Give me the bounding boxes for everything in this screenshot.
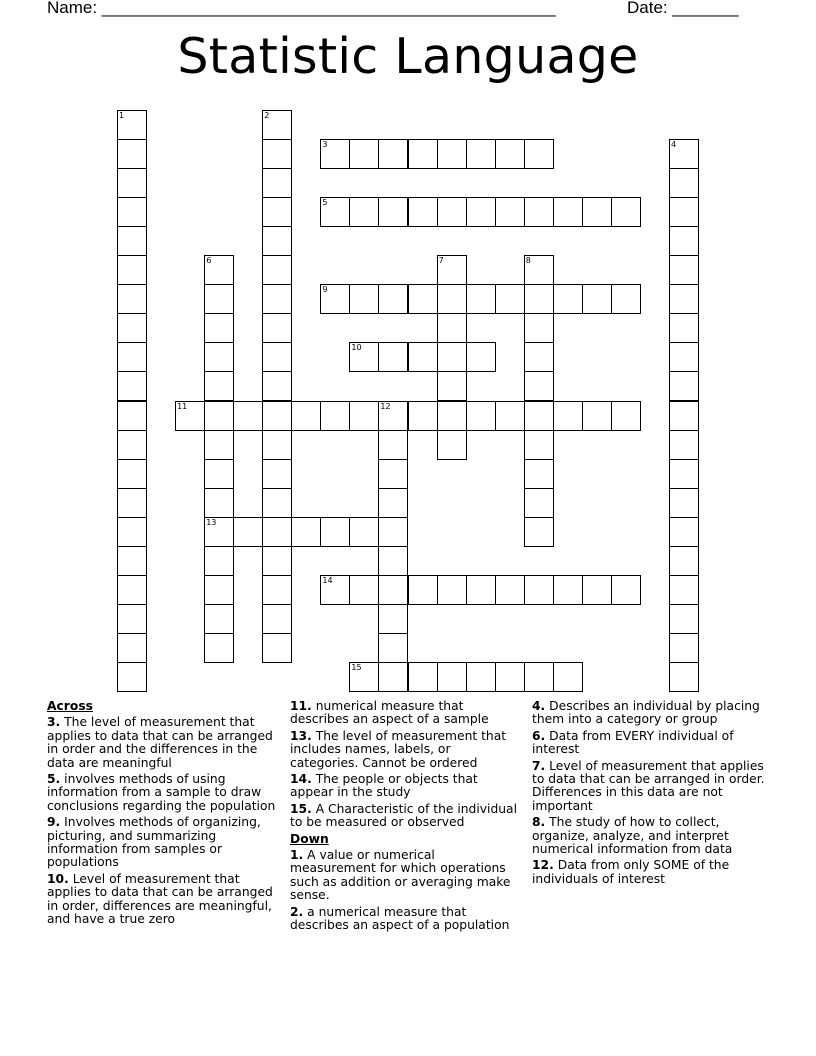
date-field-label: Date: _______ (627, 0, 739, 17)
crossword-cell[interactable] (117, 575, 147, 605)
crossword-cell[interactable] (669, 401, 699, 431)
crossword-cell[interactable] (378, 139, 408, 169)
crossword-cell[interactable] (204, 575, 234, 605)
across-heading: Across (47, 699, 93, 713)
crossword-cell[interactable] (175, 401, 205, 431)
crossword-cell[interactable] (320, 517, 350, 547)
crossword-cell[interactable] (669, 197, 699, 227)
crossword-cell[interactable] (262, 517, 292, 547)
clue-across-10: 10. Level of measurement that applies to data that can be arranged in order, differences are meaningful, and have a true zero (47, 871, 273, 927)
crossword-cell[interactable] (262, 459, 292, 489)
crossword-cell[interactable] (378, 401, 408, 431)
down-heading: Down (290, 831, 329, 846)
cell-number: 11 (177, 401, 188, 411)
crossword-cell[interactable] (524, 662, 554, 692)
crossword-cell[interactable] (553, 284, 583, 314)
clue-across-5: 5. involves methods of using information from a sample to draw conclusions regarding the population (47, 772, 276, 813)
crossword-cell[interactable] (320, 284, 350, 314)
cell-number: 9 (322, 285, 328, 295)
crossword-cell[interactable] (378, 604, 408, 634)
crossword-cell[interactable] (117, 226, 147, 256)
crossword-cell[interactable] (117, 459, 147, 489)
crossword-cell[interactable] (204, 517, 234, 547)
clues-column-2 (290, 700, 522, 936)
crossword-cell[interactable] (320, 197, 350, 227)
cell-number: 10 (351, 343, 362, 353)
crossword-cell[interactable] (117, 517, 147, 547)
crossword-cell[interactable] (117, 546, 147, 576)
crossword-cell[interactable] (582, 284, 612, 314)
crossword-cell[interactable] (669, 517, 699, 547)
crossword-cell[interactable] (669, 459, 699, 489)
clue-across-3: 3. The level of measurement that applies to data that can be arranged in order and the differences in the data are meaningful (47, 715, 273, 770)
cell-number: 12 (380, 401, 391, 411)
crossword-cell[interactable] (437, 284, 467, 314)
crossword-cell[interactable] (524, 401, 554, 431)
crossword-cell[interactable] (117, 313, 147, 343)
crossword-cell[interactable] (466, 401, 496, 431)
crossword-cell[interactable] (349, 575, 379, 605)
crossword-cell[interactable] (437, 430, 467, 460)
crossword-cell[interactable] (204, 488, 234, 518)
crossword-cell[interactable] (669, 139, 699, 169)
crossword-cell[interactable] (437, 371, 467, 401)
crossword-cell[interactable] (262, 342, 292, 372)
crossword-cell[interactable] (437, 575, 467, 605)
crossword-cell[interactable] (349, 517, 379, 547)
crossword-cell[interactable] (669, 546, 699, 576)
cell-number: 1 (119, 111, 125, 120)
clue-across-13: 13. The level of measurement that includes names, labels, or categories. Cannot be ordered (290, 728, 507, 770)
crossword-cell[interactable] (669, 168, 699, 198)
crossword-cell[interactable] (262, 197, 292, 227)
crossword-cell[interactable] (437, 342, 467, 372)
crossword-cell[interactable] (553, 662, 583, 692)
crossword-cell[interactable] (437, 139, 467, 169)
crossword-cell[interactable] (320, 139, 350, 169)
crossword-cell[interactable] (320, 401, 350, 431)
crossword-cell[interactable] (495, 662, 525, 692)
crossword-cell[interactable] (466, 342, 496, 372)
crossword-cell[interactable] (437, 313, 467, 343)
clue-down-2: 2. a numerical measure that describes an aspect of a population (290, 904, 510, 933)
crossword-cell[interactable] (378, 517, 408, 547)
crossword-cell[interactable] (669, 604, 699, 634)
crossword-cell[interactable] (524, 488, 554, 518)
crossword-cell[interactable] (495, 575, 525, 605)
crossword-cell[interactable] (378, 633, 408, 663)
crossword-cell[interactable] (524, 255, 554, 285)
crossword-cell[interactable] (466, 284, 496, 314)
crossword-cell[interactable] (262, 284, 292, 314)
crossword-cell[interactable] (378, 546, 408, 576)
crossword-cell[interactable] (204, 313, 234, 343)
cell-number: 7 (438, 256, 444, 266)
crossword-cell[interactable] (262, 139, 292, 169)
crossword-cell[interactable] (204, 371, 234, 401)
crossword-cell[interactable] (378, 459, 408, 489)
crossword-cell[interactable] (611, 575, 641, 605)
crossword-cell[interactable] (553, 575, 583, 605)
clue-down-7: 7. Level of measurement that applies to data that can be arranged in order. Differences in this data are not important (532, 758, 765, 813)
crossword-cell[interactable] (669, 342, 699, 372)
crossword-cell[interactable] (466, 197, 496, 227)
crossword-cell[interactable] (669, 662, 699, 692)
crossword-cell[interactable] (495, 139, 525, 169)
crossword-cell[interactable] (378, 284, 408, 314)
crossword-cell[interactable] (437, 662, 467, 692)
crossword-cell[interactable] (320, 575, 350, 605)
clue-across-14: 14. The people or objects that appear in the study (290, 772, 478, 800)
crossword-cell[interactable] (117, 197, 147, 227)
crossword-cell[interactable] (611, 197, 641, 227)
crossword-cell[interactable] (117, 662, 147, 692)
crossword-cell[interactable] (117, 488, 147, 518)
crossword-cell[interactable] (349, 342, 379, 372)
crossword-cell[interactable] (524, 517, 554, 547)
cell-number: 15 (351, 663, 362, 672)
crossword-cell[interactable] (669, 226, 699, 256)
crossword-cell[interactable] (553, 197, 583, 227)
crossword-cell[interactable] (262, 546, 292, 576)
crossword-cell[interactable] (669, 255, 699, 285)
crossword-cell[interactable] (524, 284, 554, 314)
clue-down-4: 4. Describes an individual by placing them into a category or group (532, 699, 760, 727)
crossword-cell[interactable] (204, 546, 234, 576)
crossword-cell[interactable] (262, 604, 292, 634)
crossword-cell[interactable] (378, 488, 408, 518)
crossword-cell[interactable] (524, 459, 554, 489)
clue-across-15: 15. A Characteristic of the individual to be measured or observed (290, 801, 518, 830)
crossword-cell[interactable] (117, 168, 147, 198)
crossword-cell[interactable] (669, 313, 699, 343)
crossword-cell[interactable] (408, 342, 438, 372)
crossword-cell[interactable] (291, 517, 321, 547)
crossword-cell[interactable] (117, 604, 147, 634)
crossword-cell[interactable] (117, 371, 147, 401)
crossword-cell[interactable] (204, 430, 234, 460)
clues-column-1 (47, 700, 281, 930)
crossword-cell[interactable] (262, 430, 292, 460)
cell-number: 5 (322, 198, 328, 208)
crossword-cell[interactable] (117, 633, 147, 663)
crossword-cell[interactable] (262, 371, 292, 401)
crossword-cell[interactable] (204, 284, 234, 314)
cell-number: 8 (525, 256, 531, 266)
crossword-cell[interactable] (466, 662, 496, 692)
crossword-cell[interactable] (524, 139, 554, 169)
crossword-cell[interactable] (408, 139, 438, 169)
cell-number: 3 (322, 140, 328, 150)
cell-number: 14 (322, 575, 333, 585)
crossword-cell[interactable] (349, 662, 379, 692)
crossword-cell[interactable] (582, 197, 612, 227)
crossword-cell[interactable] (437, 401, 467, 431)
crossword-cell[interactable] (408, 662, 438, 692)
crossword-cell[interactable] (349, 284, 379, 314)
clue-across-11: 11. numerical measure that describes an aspect of a sample (290, 699, 489, 727)
crossword-cell[interactable] (204, 633, 234, 663)
crossword-cell[interactable] (117, 342, 147, 372)
crossword-cell[interactable] (524, 313, 554, 343)
crossword-cell[interactable] (117, 139, 147, 169)
crossword-cell[interactable] (262, 168, 292, 198)
crossword-cell[interactable] (611, 401, 641, 431)
crossword-cell[interactable] (408, 284, 438, 314)
crossword-cell[interactable] (262, 255, 292, 285)
crossword-cell[interactable] (204, 604, 234, 634)
page-title: Statistic Language (177, 28, 639, 85)
cell-number: 6 (206, 256, 212, 266)
crossword-cell[interactable] (669, 575, 699, 605)
crossword-cell[interactable] (117, 284, 147, 314)
clue-down-6: 6. Data from EVERY individual of interest (532, 728, 734, 757)
crossword-cell[interactable] (582, 575, 612, 605)
crossword-cell[interactable] (349, 197, 379, 227)
crossword-cell[interactable] (262, 226, 292, 256)
crossword-cell[interactable] (233, 401, 263, 431)
crossword-cell[interactable] (262, 633, 292, 663)
crossword-cell[interactable] (204, 459, 234, 489)
crossword-cell[interactable] (553, 401, 583, 431)
crossword-cell[interactable] (117, 110, 147, 140)
crossword-cell[interactable] (378, 342, 408, 372)
crossword-cell[interactable] (378, 575, 408, 605)
crossword-cell[interactable] (262, 488, 292, 518)
crossword-cell[interactable] (262, 401, 292, 431)
crossword-cell[interactable] (495, 401, 525, 431)
crossword-cell[interactable] (466, 575, 496, 605)
crossword-cell[interactable] (669, 633, 699, 663)
clue-across-9: 9. Involves methods of organizing, picturing, and summarizing information from samples or populations (47, 815, 261, 870)
crossword-cell[interactable] (669, 488, 699, 518)
crossword-cell[interactable] (669, 371, 699, 401)
crossword-cell[interactable] (349, 401, 379, 431)
crossword-cell[interactable] (204, 255, 234, 285)
crossword-cell[interactable] (495, 197, 525, 227)
crossword-cell[interactable] (262, 110, 292, 140)
crossword-cell[interactable] (262, 575, 292, 605)
crossword-cell[interactable] (437, 197, 467, 227)
cell-number: 13 (206, 517, 217, 527)
crossword-cell[interactable] (408, 575, 438, 605)
crossword-cell[interactable] (408, 197, 438, 227)
crossword-cell[interactable] (262, 313, 292, 343)
crossword-cell[interactable] (524, 342, 554, 372)
crossword-cell[interactable] (378, 662, 408, 692)
crossword-cell[interactable] (349, 139, 379, 169)
clues-column-3 (532, 700, 766, 889)
clue-down-8: 8. The study of how to collect, organize, analyze, and interpret numerical information from data (532, 815, 733, 857)
crossword-cell[interactable] (669, 430, 699, 460)
name-field-label: Name: ________________________________________________ (47, 0, 556, 17)
crossword-cell[interactable] (466, 139, 496, 169)
clue-down-1: 1. A value or numerical measurement for which operations such as addition or averaging make sense. (290, 848, 511, 903)
clue-down-12: 12. Data from only SOME of the individuals of interest (532, 858, 730, 886)
crossword-cell[interactable] (437, 255, 467, 285)
crossword-cell[interactable] (524, 371, 554, 401)
crossword-cell[interactable] (117, 255, 147, 285)
crossword-cell[interactable] (378, 197, 408, 227)
crossword-cell[interactable] (611, 284, 641, 314)
crossword-cell[interactable] (117, 430, 147, 460)
crossword-cell[interactable] (669, 284, 699, 314)
crossword-cell[interactable] (582, 401, 612, 431)
crossword-cell[interactable] (291, 401, 321, 431)
cell-number: 2 (264, 111, 270, 120)
crossword-cell[interactable] (524, 197, 554, 227)
crossword-cell[interactable] (495, 284, 525, 314)
crossword-cell[interactable] (378, 430, 408, 460)
crossword-cell[interactable] (524, 430, 554, 460)
crossword-cell[interactable] (524, 575, 554, 605)
cell-number: 4 (671, 140, 677, 150)
crossword-cell[interactable] (204, 342, 234, 372)
crossword-cell[interactable] (233, 517, 263, 547)
crossword-cell[interactable] (204, 401, 234, 431)
crossword-cell[interactable] (408, 401, 438, 431)
crossword-cell[interactable] (117, 401, 147, 431)
